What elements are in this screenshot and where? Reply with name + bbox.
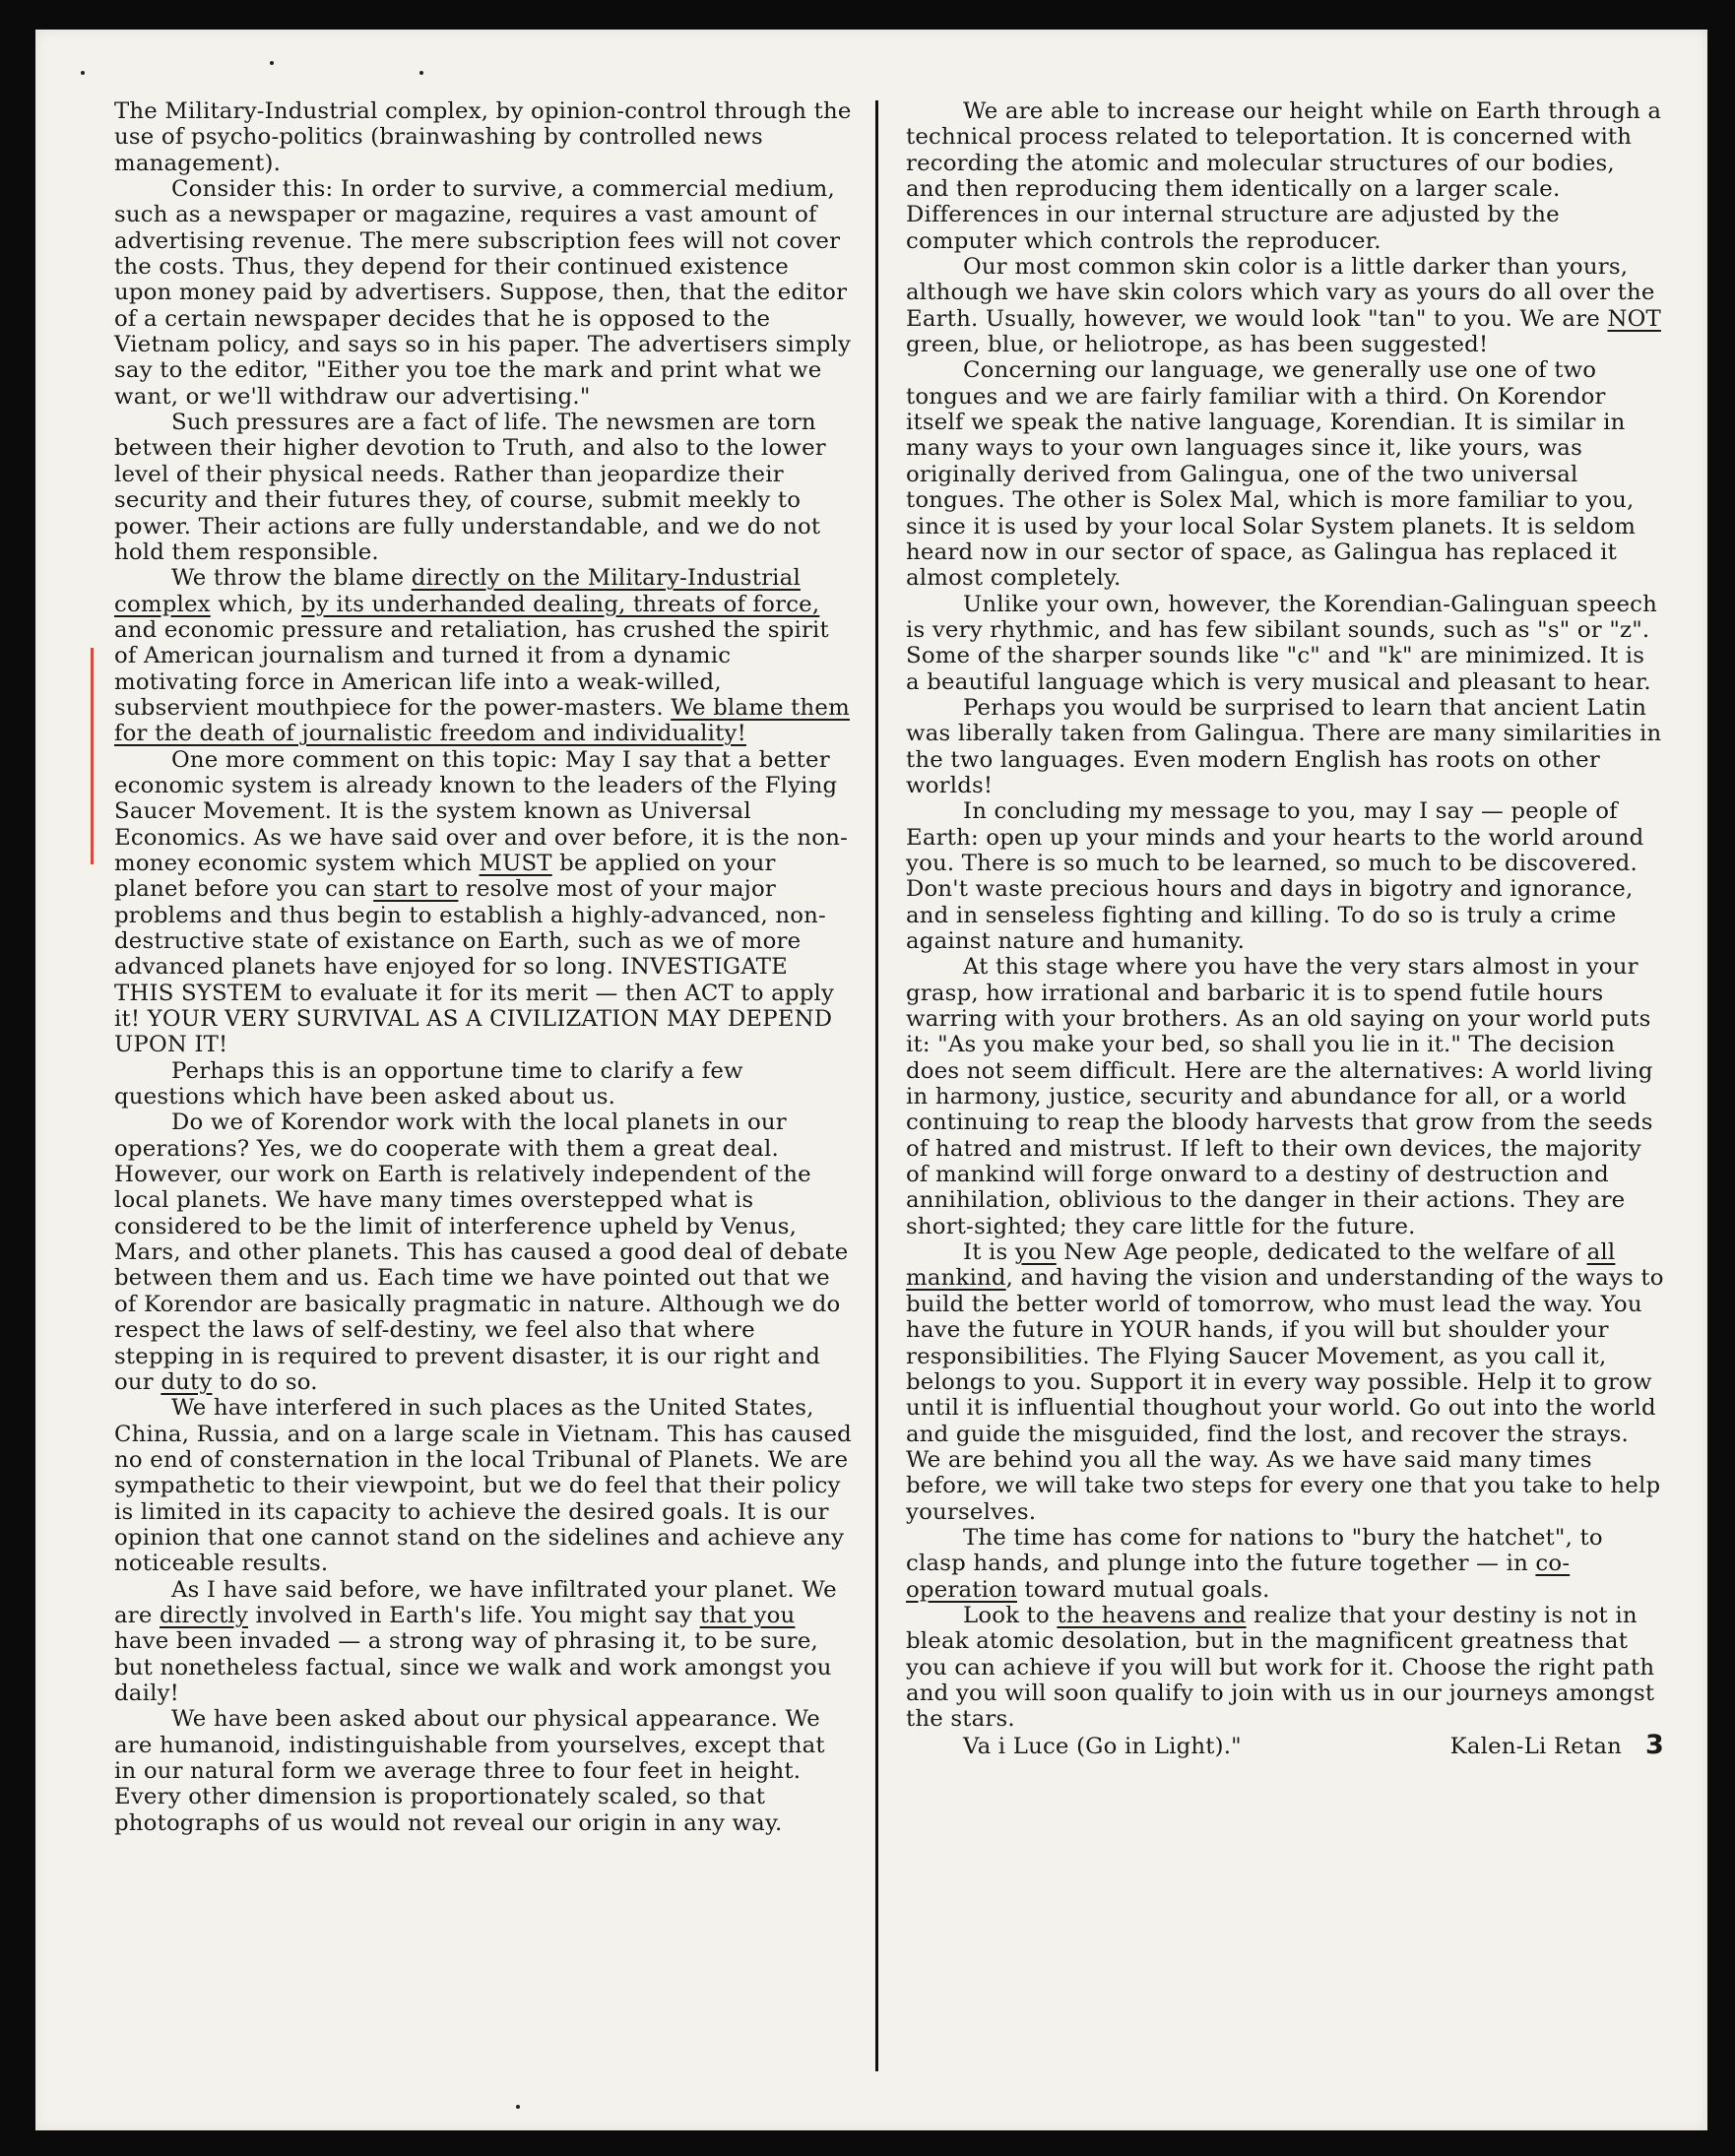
paragraph: We are able to increase our height while on Earth through a technical process related to teleportation. It is concerned with recording the atomic and molecular structures of our bodies, and then reproducing them identically on a larger scale. Differences in our internal structure are adjusted by the computer which controls the reproducer.: [906, 98, 1662, 254]
signature: Kalen-Li Retan: [1449, 1733, 1622, 1759]
underlined-text: the heavens and: [1057, 1602, 1247, 1628]
paragraph: Do we of Korendor work with the local planets in our operations? Yes, we do cooperate with them a great deal. However, our work on Earth is relatively independent of the local planets. We have many times overstepped what is considered to be the limit of interference upheld by Venus, Mars, and other planets. This has caused a good deal of debate between them and us. Each time we have pointed out that we of Korendor are basically pragmatic in nature. Although we do respect the laws of self-destiny, we feel also that where stepping in is required to prevent disaster, it is our right and our duty to do so.: [114, 1110, 849, 1395]
paragraph: Perhaps you would be surprised to learn that ancient Latin was liberally taken from Galingua. There are many similarities in the two languages. Even modern English has roots on other worlds!: [906, 694, 1662, 798]
underlined-text: directly on the Military-Industrial complex: [114, 565, 801, 617]
scan-speck: [270, 61, 274, 65]
underlined-text: by its underhanded dealing, threats of force,: [301, 591, 820, 617]
underlined-text: We blame them for the death of journalistic freedom and individuality!: [114, 694, 850, 747]
paragraph: In concluding my message to you, may I say — people of Earth: open up your minds and your hearts to the world around you. There is so much to be learned, so much to be discovered. Don't waste precious hours and days in bigotry and ignorance, and in senseless fighting and killing. To do so is truly a crime against nature and humanity.: [906, 798, 1644, 954]
underlined-text: NOT: [1607, 305, 1661, 332]
underlined-text: all mankind: [906, 1239, 1616, 1292]
column-divider: [875, 100, 878, 2071]
paragraph: Concerning our language, we generally use one of two tongues and we are fairly familiar with a third. On Korendor itself we speak the native language, Korendian. It is similar in many ways to your own languages since it, like yours, was originally derived from Galingua, one of the two universal tongues. The other is Solex Mal, which is more familiar to you, since it is used by your local Solar System planets. It is seldom heard now in our sector of space, as Galingua has replaced it almost completely.: [906, 357, 1637, 592]
paragraph: Consider this: In order to survive, a commercial medium, such as a newspaper or magazine, requires a vast amount of advertising revenue. The mere subscription fees will not cover the costs. Thus, they depend for their continued existence upon money paid by advertisers. Suppose, then, that the editor of a certain newspaper decides that he is opposed to the Vietnam policy, and says so in his paper. The advertisers simply say to the editor, "Either you toe the mark and print what we want, or we'll withdraw our advertising.": [114, 176, 852, 410]
right-column: [906, 98, 1664, 1759]
page-footer: [906, 1729, 1664, 1760]
paragraph: Perhaps this is an opportune time to clarify a few questions which have been asked about us.: [114, 1057, 743, 1110]
paragraph: Our most common skin color is a little darker than yours, although we have skin colors which vary as yours do all over the Earth. Usually, however, we would look "tan" to you. We are NOT green, blue, or heliotrope, as has been suggested!: [906, 254, 1661, 358]
paragraph: The Military-Industrial complex, by opinion-control through the use of psycho-politics (brainwashing by controlled news management).: [114, 98, 852, 176]
underlined-text: co-operation: [906, 1551, 1571, 1603]
paragraph: Such pressures are a fact of life. The newsmen are torn between their higher devotion to Truth, and also to the lower level of their physical needs. Rather than jeopardize their security and their futures they, of course, submit meekly to power. Their actions are fully understandable, and we do not hold them responsible.: [114, 410, 826, 565]
margin-red-mark: [91, 648, 94, 864]
underlined-text: MUST: [479, 850, 552, 876]
underlined-text: duty: [161, 1368, 213, 1395]
paragraph: The time has come for nations to "bury the hatchet", to clasp hands, and plunge into the future together — in co-operation toward mutual goals.: [906, 1524, 1603, 1603]
document-page: [35, 30, 1707, 2130]
paragraph: We have been asked about our physical appearance. We are humanoid, indistinguishable from yourselves, except that in our natural form we average three to four feet in height. Every other dimension is proportionately scaled, so that photographs of us would not reveal our origin in any way.: [114, 1706, 825, 1836]
paragraph: We have interfered in such places as the United States, China, Russia, and on a large scale in Vietnam. This has caused no end of consternation in the local Tribunal of Planets. We are sympathetic to their viewpoint, but we do feel that their policy is limited in its capacity to achieve the desired goals. It is our opinion that one cannot stand on the sidelines and achieve any noticeable results.: [114, 1395, 852, 1577]
underlined-text: that you: [699, 1602, 796, 1628]
scan-speck: [516, 2105, 520, 2109]
closing-line: Va i Luce (Go in Light).": [963, 1733, 1242, 1759]
underlined-text: you: [1014, 1239, 1057, 1266]
paragraph: One more comment on this topic: May I say that a better economic system is already known to the leaders of the Flying Saucer Movement. It is the system known as Universal Economics. As we have said over and over before, it is the non-money economic system which MUST be applied on your planet before you can start to resolve most of your major problems and thus begin to establish a highly-advanced, non-destructive state of existance on Earth, such as we of more advanced planets have enjoyed for so long. INVESTIGATE THIS SYSTEM to evaluate it for its merit — then ACT to apply it! YOUR VERY SURVIVAL AS A CIVILIZATION MAY DEPEND UPON IT!: [114, 746, 849, 1058]
scan-speck: [81, 71, 85, 75]
scan-speck: [419, 71, 423, 75]
left-column: [114, 98, 853, 1836]
paragraph: We throw the blame directly on the Military-Industrial complex which, by its underhanded dealing, threats of force, and economic pressure and retaliation, has crushed the spirit of American journalism and turned it from a dynamic motivating force in American life into a weak-willed, subservient mouthpiece for the power-masters. We blame them for the death of journalistic freedom and individuality!: [114, 565, 850, 747]
underlined-text: start to: [373, 876, 459, 903]
paragraph: It is you New Age people, dedicated to the welfare of all mankind, and having the vision and understanding of the ways to build the better world of tomorrow, who must lead the way. You have the future in YOUR hands, if you will but shoulder your responsibilities. The Flying Saucer Movement, as you call it, belongs to you. Support it in every way possible. Help it to grow until it is influential thoughout your world. Go out into the world and guide the misguided, find the lost, and recover the strays. We are behind you all the way. As we have said many times before, we will take two steps for every one that you take to help yourselves.: [906, 1239, 1664, 1525]
paragraph: Unlike your own, however, the Korendian-Galinguan speech is very rhythmic, and has few sibilant sounds, such as "s" or "z". Some of the sharper sounds like "c" and "k" are minimized. It is a beautiful language which is very musical and pleasant to hear.: [906, 591, 1657, 695]
underlined-text: directly: [160, 1602, 249, 1628]
page-number: 3: [1645, 1729, 1664, 1760]
paragraph: As I have said before, we have infiltrated your planet. We are directly involved in Earth's life. You might say that you have been invaded — a strong way of phrasing it, to be sure, but nonetheless factual, since we walk and work amongst you daily!: [114, 1576, 837, 1706]
signature-block: [1449, 1729, 1664, 1760]
paragraph: Look to the heavens and realize that your destiny is not in bleak atomic desolation, but in the magnificent greatness that you can achieve if you will but work for it. Choose the right path and you will soon qualify to join with us in our journeys amongst the stars.: [906, 1602, 1655, 1733]
paragraph: At this stage where you have the very stars almost in your grasp, how irrational and barbaric it is to spend futile hours warring with your brothers. As an old saying on your world puts it: "As you make your bed, so shall you lie in it." The decision does not seem difficult. Here are the alternatives: A world living in harmony, justice, security and abundance for all, or a world continuing to reap the bloody harvests that grow from the seeds of hatred and mistrust. If left to their own devices, the majority of mankind will forge onward to a destiny of destruction and annihilation, oblivious to the danger in their actions. They are short-sighted; they care little for the future.: [906, 954, 1653, 1239]
